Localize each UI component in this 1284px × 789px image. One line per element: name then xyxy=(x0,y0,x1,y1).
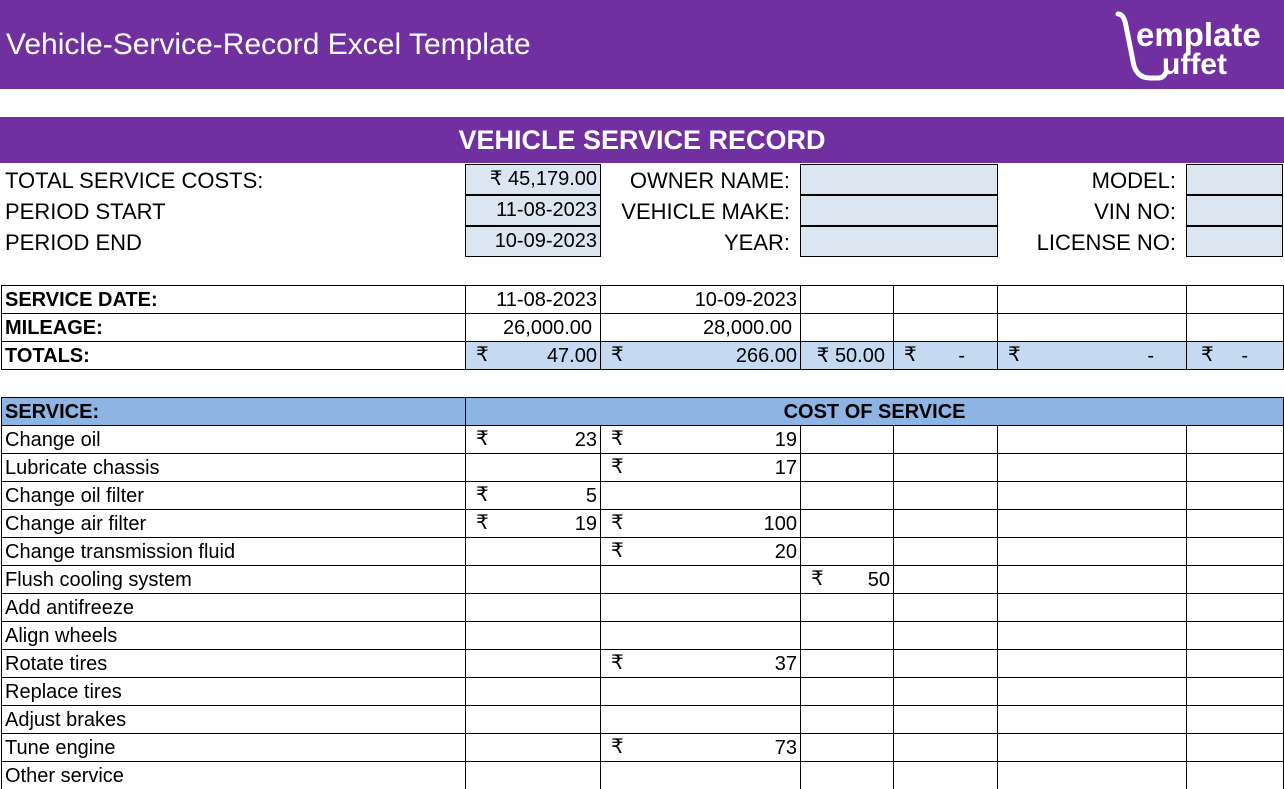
mileage-cell[interactable]: 26,000.00 xyxy=(466,314,601,342)
mileage-cell[interactable]: 28,000.00 xyxy=(601,314,801,342)
cost-cell[interactable] xyxy=(466,426,601,454)
cost-cell[interactable] xyxy=(998,622,1187,650)
cost-cell[interactable] xyxy=(466,594,601,622)
cost-cell[interactable] xyxy=(801,622,894,650)
cost-value: 100 xyxy=(763,512,797,535)
service-name: Rotate tires xyxy=(2,650,466,678)
vin-field[interactable] xyxy=(1186,195,1283,226)
cost-cell[interactable] xyxy=(801,594,894,622)
banner xyxy=(0,0,1284,89)
mileage-cell[interactable] xyxy=(801,314,894,342)
cost-cell[interactable] xyxy=(998,426,1187,454)
cost-cell[interactable] xyxy=(894,594,998,622)
cost-cell[interactable] xyxy=(801,762,894,789)
service-row xyxy=(2,678,1284,706)
total-cell xyxy=(466,342,601,370)
service-name: Adjust brakes xyxy=(2,706,466,734)
cost-cell[interactable] xyxy=(1187,510,1284,538)
service-name: Change oil xyxy=(2,426,466,454)
service-name: Change transmission fluid xyxy=(2,538,466,566)
service-row xyxy=(2,650,1284,678)
currency-symbol: ₹ xyxy=(1008,344,1021,366)
service-name: Other service xyxy=(2,762,466,789)
cost-cell[interactable] xyxy=(1187,426,1284,454)
cost-cell[interactable] xyxy=(894,762,998,789)
cost-cell[interactable] xyxy=(1187,454,1284,482)
currency-symbol: ₹ xyxy=(811,568,824,590)
cost-cell[interactable] xyxy=(894,566,998,594)
cost-cell[interactable] xyxy=(894,454,998,482)
record-title: VEHICLE SERVICE RECORD xyxy=(458,125,826,155)
service-row xyxy=(2,762,1284,789)
services-table xyxy=(1,397,1284,789)
cost-cell[interactable] xyxy=(998,678,1187,706)
cost-cell[interactable] xyxy=(601,426,801,454)
cost-cell[interactable] xyxy=(998,538,1187,566)
service-name: Flush cooling system xyxy=(2,566,466,594)
cost-value: 19 xyxy=(574,512,597,535)
mileage-row xyxy=(2,314,1284,342)
cost-cell[interactable] xyxy=(801,706,894,734)
cost-cell[interactable] xyxy=(601,762,801,789)
cost-cell[interactable] xyxy=(998,482,1187,510)
currency-symbol: ₹ xyxy=(611,344,624,366)
cost-cell[interactable] xyxy=(1187,706,1284,734)
cost-cell[interactable] xyxy=(801,454,894,482)
mileage-cell[interactable] xyxy=(894,314,998,342)
cost-cell[interactable] xyxy=(601,538,801,566)
total-value: - xyxy=(1241,344,1248,367)
cost-cell[interactable] xyxy=(801,734,894,762)
cost-cell[interactable] xyxy=(466,650,601,678)
service-row xyxy=(2,538,1284,566)
currency-symbol: ₹ xyxy=(476,484,489,506)
page-title: Vehicle-Service-Record Excel Template xyxy=(6,28,531,61)
cost-value: 20 xyxy=(774,540,797,563)
mileage-cell[interactable] xyxy=(1187,314,1284,342)
cost-cell[interactable] xyxy=(601,510,801,538)
total-cell xyxy=(1187,342,1284,370)
cost-cell[interactable] xyxy=(466,734,601,762)
service-row xyxy=(2,594,1284,622)
service-name: Change oil filter xyxy=(2,482,466,510)
currency-symbol: ₹ xyxy=(611,512,624,534)
service-date-label: SERVICE DATE: xyxy=(2,286,466,314)
vehicle-make-field[interactable] xyxy=(800,195,998,226)
cost-value: 19 xyxy=(774,428,797,451)
service-date-row xyxy=(2,286,1284,314)
cost-cell[interactable] xyxy=(601,594,801,622)
year-label: YEAR: xyxy=(723,230,790,255)
template-buffet-logo xyxy=(1114,6,1276,82)
cost-cell[interactable] xyxy=(801,426,894,454)
service-name: Replace tires xyxy=(2,678,466,706)
service-row xyxy=(2,426,1284,454)
total-cell xyxy=(601,342,801,370)
service-date-cell[interactable]: 11-08-2023 xyxy=(466,286,601,314)
cost-cell[interactable] xyxy=(894,538,998,566)
owner-name-field[interactable] xyxy=(800,164,998,195)
cost-cell[interactable] xyxy=(1187,762,1284,789)
currency-symbol: ₹ xyxy=(476,512,489,534)
cost-cell[interactable] xyxy=(998,566,1187,594)
cost-cell[interactable] xyxy=(601,706,801,734)
cost-value: 17 xyxy=(774,456,797,479)
service-row xyxy=(2,454,1284,482)
cost-cell[interactable] xyxy=(801,510,894,538)
total-cell xyxy=(894,342,998,370)
cost-cell[interactable] xyxy=(466,706,601,734)
cost-value: 37 xyxy=(774,652,797,675)
cost-cell[interactable] xyxy=(601,678,801,706)
service-date-cell[interactable] xyxy=(801,286,894,314)
cost-cell[interactable] xyxy=(801,678,894,706)
total-cell xyxy=(801,342,894,370)
cost-cell[interactable] xyxy=(1187,650,1284,678)
cost-value: 50 xyxy=(867,568,890,591)
currency-symbol: ₹ xyxy=(476,344,489,366)
cost-cell[interactable] xyxy=(601,734,801,762)
currency-symbol: ₹ xyxy=(1201,344,1214,366)
license-field[interactable] xyxy=(1186,226,1283,257)
period-end-label: PERIOD END xyxy=(5,230,142,255)
mileage-label: MILEAGE: xyxy=(2,314,466,342)
cost-cell[interactable] xyxy=(998,454,1187,482)
cost-cell[interactable] xyxy=(801,482,894,510)
cost-cell[interactable] xyxy=(1187,594,1284,622)
cost-cell[interactable] xyxy=(998,650,1187,678)
cost-cell[interactable] xyxy=(466,482,601,510)
cost-cell[interactable] xyxy=(894,706,998,734)
cost-cell[interactable] xyxy=(466,762,601,789)
service-name: Change air filter xyxy=(2,510,466,538)
cost-cell[interactable] xyxy=(466,510,601,538)
totals-row xyxy=(2,342,1284,370)
cost-cell[interactable] xyxy=(894,650,998,678)
currency-symbol: ₹ xyxy=(611,540,624,562)
cost-cell[interactable] xyxy=(601,454,801,482)
cost-cell[interactable] xyxy=(1187,482,1284,510)
svg-text:emplate: emplate xyxy=(1136,16,1261,53)
currency-symbol: ₹ xyxy=(611,456,624,478)
total-value: - xyxy=(1147,344,1154,367)
service-row xyxy=(2,706,1284,734)
period-end-value[interactable]: 10-09-2023 xyxy=(465,226,601,257)
cost-cell[interactable] xyxy=(466,454,601,482)
service-name: Tune engine xyxy=(2,734,466,762)
model-field[interactable] xyxy=(1186,164,1283,195)
cost-cell[interactable] xyxy=(998,706,1187,734)
service-date-cell[interactable] xyxy=(1187,286,1284,314)
cost-cell[interactable] xyxy=(801,566,894,594)
service-row xyxy=(2,482,1284,510)
cost-cell[interactable] xyxy=(1187,566,1284,594)
cost-cell[interactable] xyxy=(894,622,998,650)
cost-cell[interactable] xyxy=(894,510,998,538)
cost-value: 73 xyxy=(774,736,797,759)
total-value: 266.00 xyxy=(735,344,797,367)
cost-cell[interactable] xyxy=(894,482,998,510)
service-name: Align wheels xyxy=(2,622,466,650)
total-value: - xyxy=(958,344,965,367)
currency-symbol: ₹ xyxy=(611,652,624,674)
services-header-row xyxy=(2,398,1284,426)
cost-cell[interactable] xyxy=(1187,678,1284,706)
cost-of-service-header: COST OF SERVICE xyxy=(466,398,1284,426)
service-name: Add antifreeze xyxy=(2,594,466,622)
cost-cell[interactable] xyxy=(998,594,1187,622)
total-costs-label: TOTAL SERVICE COSTS: xyxy=(5,168,264,193)
service-row xyxy=(2,510,1284,538)
cost-cell[interactable] xyxy=(998,762,1187,789)
total-value: ₹ 50.00 xyxy=(816,344,885,367)
cost-cell[interactable] xyxy=(998,734,1187,762)
cost-cell[interactable] xyxy=(894,734,998,762)
cost-cell[interactable] xyxy=(466,538,601,566)
summary-table xyxy=(1,285,1284,370)
cost-value: 23 xyxy=(574,428,597,451)
record-title-bar xyxy=(0,117,1284,163)
service-row xyxy=(2,622,1284,650)
cost-cell[interactable] xyxy=(601,566,801,594)
currency-symbol: ₹ xyxy=(476,428,489,450)
svg-text:uffet: uffet xyxy=(1162,48,1227,81)
cost-cell[interactable] xyxy=(466,622,601,650)
cost-cell[interactable] xyxy=(801,650,894,678)
year-field[interactable] xyxy=(800,226,998,257)
totals-label: TOTALS: xyxy=(2,342,466,370)
license-label: LICENSE NO: xyxy=(1036,230,1176,255)
currency-symbol: ₹ xyxy=(611,428,624,450)
cost-cell[interactable] xyxy=(1187,734,1284,762)
total-costs-value[interactable]: ₹ 45,179.00 xyxy=(465,164,601,195)
service-date-cell[interactable] xyxy=(998,286,1187,314)
model-label: MODEL: xyxy=(1091,168,1176,193)
service-date-cell[interactable] xyxy=(894,286,998,314)
vin-label: VIN NO: xyxy=(1094,199,1176,224)
mileage-cell[interactable] xyxy=(998,314,1187,342)
total-cell xyxy=(998,342,1187,370)
cost-cell[interactable] xyxy=(801,538,894,566)
cost-cell[interactable] xyxy=(601,622,801,650)
cost-cell[interactable] xyxy=(466,566,601,594)
service-row xyxy=(2,734,1284,762)
cost-cell[interactable] xyxy=(894,678,998,706)
cost-cell[interactable] xyxy=(998,510,1187,538)
cost-cell[interactable] xyxy=(466,678,601,706)
service-row xyxy=(2,566,1284,594)
vehicle-make-label: VEHICLE MAKE: xyxy=(621,199,790,224)
cost-cell[interactable] xyxy=(601,650,801,678)
service-header: SERVICE: xyxy=(2,398,466,426)
cost-cell[interactable] xyxy=(601,482,801,510)
currency-symbol: ₹ xyxy=(611,736,624,758)
owner-name-label: OWNER NAME: xyxy=(629,168,790,193)
cost-value: 5 xyxy=(585,484,597,507)
currency-symbol: ₹ xyxy=(904,344,917,366)
cost-cell[interactable] xyxy=(894,426,998,454)
cost-cell[interactable] xyxy=(1187,538,1284,566)
service-name: Lubricate chassis xyxy=(2,454,466,482)
total-value: 47.00 xyxy=(546,344,597,367)
cost-cell[interactable] xyxy=(1187,622,1284,650)
period-start-value[interactable]: 11-08-2023 xyxy=(465,195,601,226)
service-date-cell[interactable]: 10-09-2023 xyxy=(601,286,801,314)
period-start-label: PERIOD START xyxy=(5,199,166,224)
